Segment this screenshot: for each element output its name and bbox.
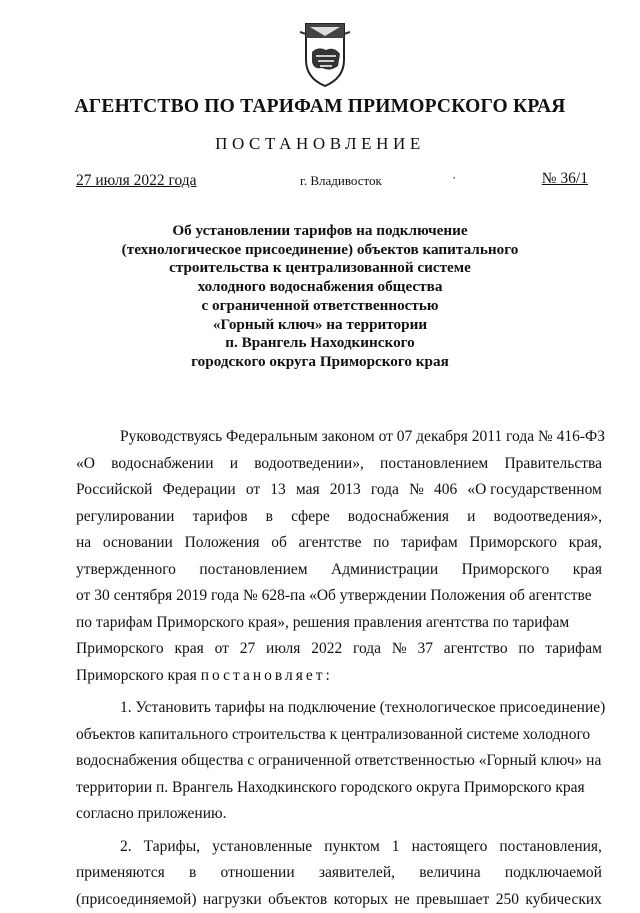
- agency-name: АГЕНТСТВО ПО ТАРИФАМ ПРИМОРСКОГО КРАЯ: [0, 96, 640, 118]
- body-word: величина: [419, 860, 480, 887]
- body-word: пунктом: [324, 834, 380, 861]
- body-word: мая: [296, 477, 320, 504]
- document-number: № 36/1: [542, 170, 588, 188]
- body-word: 2022: [311, 636, 342, 663]
- body-word: Приморского: [76, 636, 164, 663]
- body-word: Администрации: [331, 557, 438, 584]
- title-line: городского округа Приморского края: [120, 353, 520, 372]
- body-word: водоснабжения: [348, 504, 449, 531]
- body-word: края: [174, 636, 203, 663]
- body-word: от: [215, 636, 229, 663]
- body-word: тарифов: [193, 504, 248, 531]
- body-word: на: [76, 530, 91, 557]
- body-text: Руководствуясь Федеральным законом от 07 декабря 2011 года № 416-ФЗ: [120, 424, 605, 451]
- body-word: объектов: [268, 887, 327, 913]
- body-word: года: [353, 636, 381, 663]
- body-word: 27: [240, 636, 256, 663]
- body-word: которых: [334, 887, 389, 913]
- body-word: 13: [270, 477, 286, 504]
- body-line: [76, 860, 602, 887]
- body-line: [76, 722, 602, 749]
- resolution-word: постановляет:: [201, 663, 333, 690]
- body-text: Приморского края: [76, 663, 201, 690]
- body-line: [76, 477, 602, 504]
- title-line: (технологическое присоединение) объектов капитального: [120, 241, 520, 260]
- title-line: холодного водоснабжения общества: [120, 278, 520, 297]
- document-body: [76, 424, 602, 913]
- body-word: №: [392, 636, 407, 663]
- body-text: территории п. Врангель Находкинского городского округа Приморского края: [76, 775, 585, 802]
- body-line: [76, 610, 602, 637]
- body-word: настоящего: [412, 834, 488, 861]
- body-word: в: [189, 860, 196, 887]
- body-word: июля: [266, 636, 300, 663]
- body-word: агентство: [444, 636, 508, 663]
- body-text: согласно приложению.: [76, 801, 226, 828]
- body-word: в: [266, 504, 273, 531]
- body-word: превышает: [416, 887, 489, 913]
- body-word: агентстве: [299, 530, 362, 557]
- body-word: 1: [392, 834, 400, 861]
- body-line: [76, 583, 602, 610]
- body-word: края,: [569, 530, 602, 557]
- body-word: водоснабжении: [111, 451, 213, 478]
- body-word: Тарифы,: [144, 834, 200, 861]
- document-city: г. Владивосток: [300, 173, 382, 189]
- body-word: по тарифам Приморского края», решения правления агентства по тарифам: [76, 610, 569, 637]
- body-line: [76, 530, 602, 557]
- body-word: тарифам: [545, 636, 602, 663]
- body-word: тарифам: [401, 530, 458, 557]
- body-word: Правительства: [504, 451, 602, 478]
- body-text: 1. Установить тарифы на подключение (технологическое присоединение): [120, 695, 605, 722]
- body-word: и: [230, 451, 238, 478]
- body-line: [76, 504, 602, 531]
- body-word: применяются: [76, 860, 165, 887]
- body-line: [76, 663, 602, 690]
- body-word: края: [573, 557, 602, 584]
- body-line: [76, 451, 602, 478]
- title-line: строительства к централизованной системе: [120, 259, 520, 278]
- body-word: постановлением: [380, 451, 488, 478]
- body-word: основании: [103, 530, 173, 557]
- body-line: [76, 748, 602, 775]
- body-word: Российской: [76, 477, 152, 504]
- body-word: Федерации: [163, 477, 236, 504]
- body-word: не: [395, 887, 410, 913]
- body-word: 2013: [330, 477, 361, 504]
- body-word: нагрузки: [203, 887, 262, 913]
- body-line: [76, 887, 602, 913]
- body-word: 250: [496, 887, 519, 913]
- body-word: об: [271, 530, 287, 557]
- body-word: по: [373, 530, 389, 557]
- title-line: «Горный ключ» на территории: [120, 316, 520, 335]
- body-word: Приморского: [469, 530, 557, 557]
- body-word: «О: [76, 451, 95, 478]
- body-word: регулировании: [76, 504, 174, 531]
- body-word: «О государственном: [467, 477, 602, 504]
- body-word: Положения: [185, 530, 260, 557]
- coat-of-arms-icon: [296, 20, 354, 88]
- document-type: ПОСТАНОВЛЕНИЕ: [0, 134, 640, 154]
- body-line: [76, 801, 602, 828]
- title-line: с ограниченной ответственностью: [120, 297, 520, 316]
- body-line: [76, 695, 602, 722]
- body-word: от: [246, 477, 260, 504]
- body-word: установленные: [212, 834, 312, 861]
- body-word: 2.: [120, 834, 132, 861]
- body-word: (присоединяемой): [76, 887, 197, 913]
- body-word: сфере: [291, 504, 330, 531]
- body-word: водоотведения»,: [493, 504, 602, 531]
- body-word: по: [518, 636, 534, 663]
- body-word: водоотведении»,: [254, 451, 364, 478]
- body-word: кубических: [525, 887, 602, 913]
- body-word: 406: [434, 477, 457, 504]
- body-word: №: [409, 477, 424, 504]
- document-date: 27 июля 2022 года: [76, 172, 197, 190]
- stray-mark: ·: [452, 170, 456, 186]
- body-line: [76, 557, 602, 584]
- body-word: от 30 сентября 2019 года № 628-па «Об утверждении Положения об агентстве: [76, 583, 592, 610]
- body-word: постановлением: [199, 557, 307, 584]
- body-word: года: [371, 477, 399, 504]
- body-word: постановления,: [499, 834, 602, 861]
- title-line: Об установлении тарифов на подключение: [120, 222, 520, 241]
- body-line: [76, 775, 602, 802]
- document-title: [120, 222, 520, 372]
- body-text: объектов капитального строительства к централизованной системе холодного: [76, 722, 590, 749]
- body-word: заявителей,: [319, 860, 395, 887]
- body-word: и: [467, 504, 475, 531]
- body-word: отношении: [221, 860, 295, 887]
- body-line: [76, 424, 602, 451]
- title-line: п. Врангель Находкинского: [120, 334, 520, 353]
- body-line: [76, 636, 602, 663]
- body-word: Приморского: [462, 557, 550, 584]
- body-word: подключаемой: [505, 860, 602, 887]
- body-text: водоснабжения общества с ограниченной ответственностью «Горный ключ» на: [76, 748, 601, 775]
- body-word: утвержденного: [76, 557, 176, 584]
- body-line: [76, 834, 602, 861]
- body-word: 37: [417, 636, 433, 663]
